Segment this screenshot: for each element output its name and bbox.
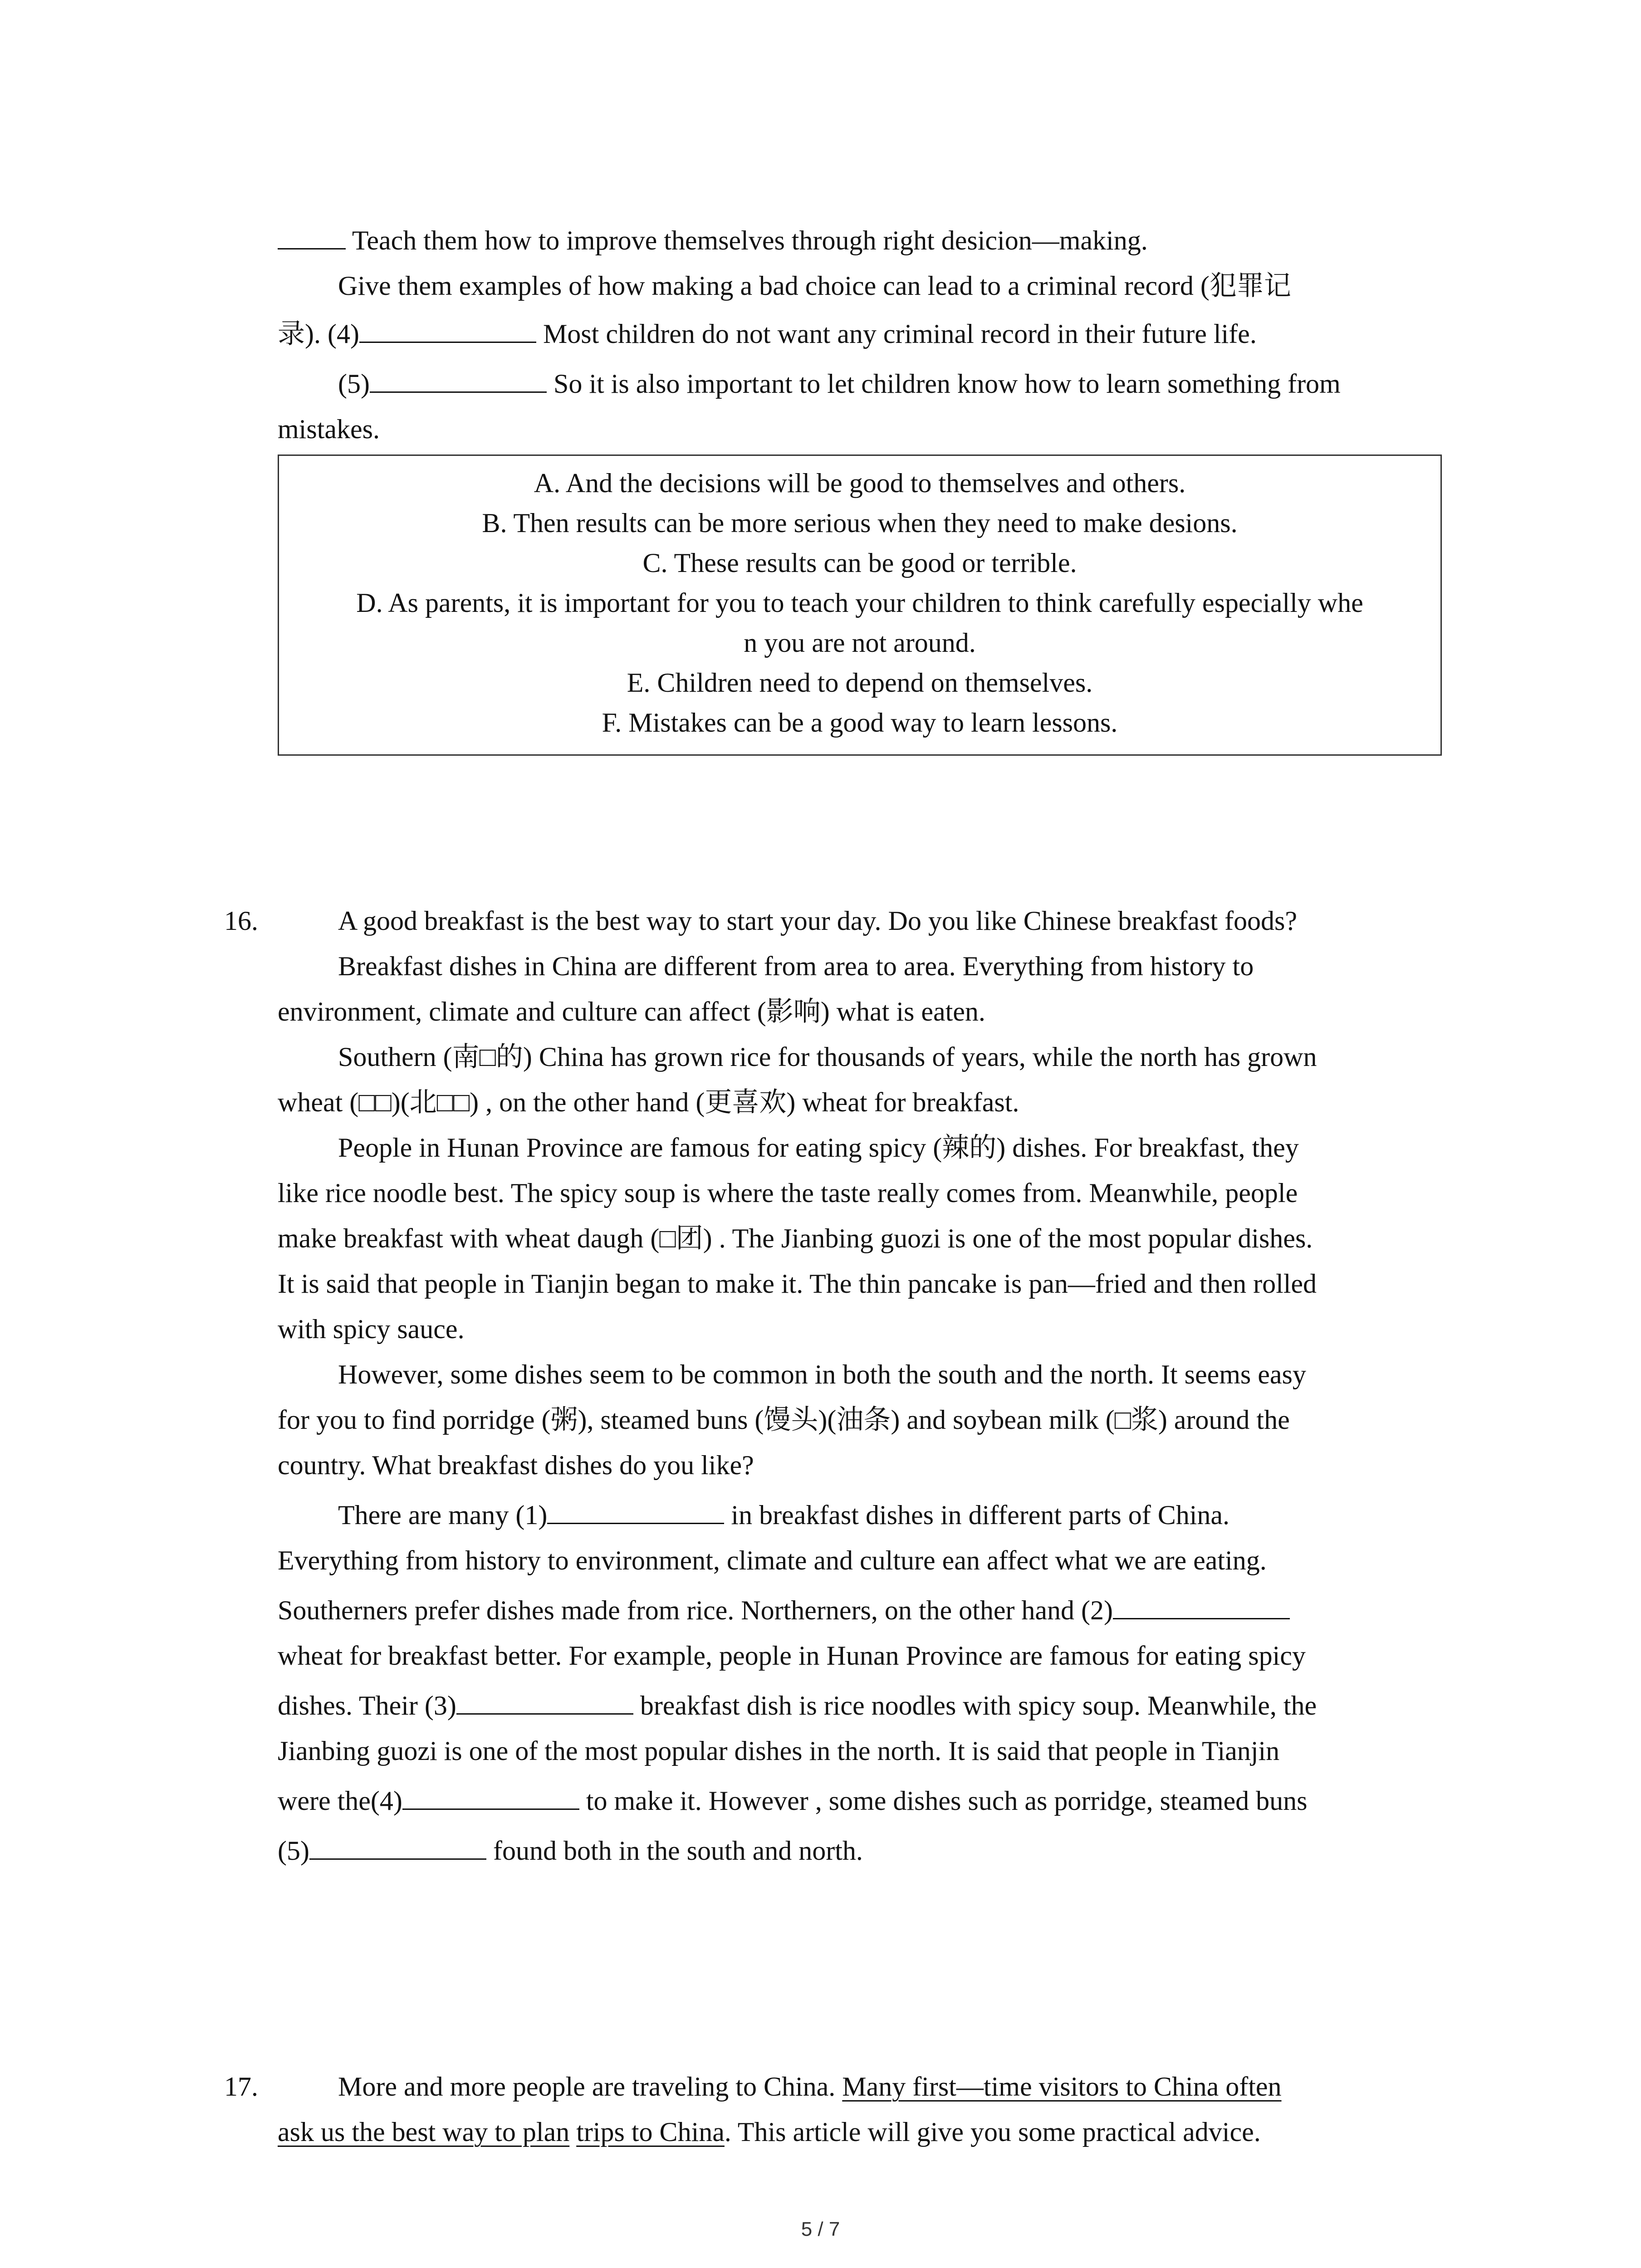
text: breakfast dish is rice noodles with spicy soup. Meanwhile, the	[640, 1691, 1317, 1721]
text: mistakes.	[278, 414, 380, 444]
answer-blank-4b[interactable]	[402, 1783, 579, 1810]
text: . This article will give you some practical advice.	[724, 2117, 1261, 2147]
text: dishes. Their (3)	[278, 1691, 456, 1721]
question-number-17: 17.	[224, 2072, 258, 2102]
text-line: wheat for breakfast better. For example, people in Hunan Province are famous for eating spicy	[278, 1641, 1306, 1671]
text: There are many (1)	[338, 1500, 548, 1530]
option-e: E. Children need to depend on themselves.	[627, 668, 1093, 698]
underlined-text: trips to China	[576, 2117, 725, 2147]
text-line	[278, 411, 380, 447]
underlined-text: Many first—time visitors to China often	[842, 2072, 1282, 2102]
answer-blank-1[interactable]	[547, 1497, 724, 1524]
text-line	[278, 222, 1148, 259]
text-line: Breakfast dishes in China are different from area to area. Everything from history to	[338, 951, 1254, 981]
text: to make it. However , some dishes such as porridge, steamed buns	[586, 1786, 1308, 1816]
text-line: environment, climate and culture can affect (影响) what is eaten.	[278, 997, 985, 1026]
text-line	[338, 1497, 1230, 1533]
text-line	[278, 316, 1257, 352]
text: (5)	[338, 369, 370, 399]
answer-blank[interactable]	[278, 223, 346, 249]
text-line: make breakfast with wheat daugh (□团) . The Jianbing guozi is one of the most popular dishes.	[278, 1223, 1313, 1253]
option-a: A. And the decisions will be good to themselves and others.	[534, 468, 1186, 498]
underlined-text: ask us the best way to plan	[278, 2117, 570, 2147]
option-f: F. Mistakes can be a good way to learn lessons.	[602, 708, 1118, 738]
text-line	[278, 1687, 1317, 1724]
text-line: However, some dishes seem to be common in both the south and the north. It seems easy	[338, 1359, 1306, 1389]
text: So it is also important to let children know how to learn something from	[553, 369, 1341, 399]
answer-blank-3[interactable]	[456, 1688, 633, 1715]
text-line: with spicy sauce.	[278, 1314, 465, 1344]
text: Southerners prefer dishes made from rice. Northerners, on the other hand (2)	[278, 1595, 1113, 1625]
text-line: for you to find porridge (粥), steamed buns (馒头)(油条) and soybean milk (□浆) around the	[278, 1405, 1290, 1435]
answer-blank-2[interactable]	[1113, 1593, 1290, 1619]
text-line	[338, 366, 1341, 402]
option-c: C. These results can be good or terrible.	[642, 548, 1077, 578]
text: Teach them how to improve themselves through right desicion—making.	[352, 225, 1148, 255]
question-number-16: 16.	[224, 906, 258, 936]
answer-blank-4[interactable]	[359, 316, 536, 343]
text-line	[278, 2114, 1261, 2150]
answer-blank-5b[interactable]	[309, 1833, 486, 1860]
text: (5)	[278, 1836, 309, 1866]
text: More and more people are traveling to China.	[338, 2072, 836, 2102]
text: were the(4)	[278, 1786, 402, 1816]
text-line	[338, 2068, 1282, 2105]
text-line	[278, 1592, 1290, 1628]
text-line: like rice noodle best. The spicy soup is where the taste really comes from. Meanwhile, people	[278, 1178, 1298, 1208]
text-line	[278, 1783, 1308, 1819]
text-line: Southern (南□的) China has grown rice for thousands of years, while the north has grown	[338, 1042, 1317, 1072]
text-line	[338, 268, 1291, 304]
text-line: Jianbing guozi is one of the most popular dishes in the north. It is said that people in Tianjin	[278, 1736, 1280, 1766]
text: 录). (4)	[278, 319, 359, 349]
text-line: A good breakfast is the best way to start your day. Do you like Chinese breakfast foods?	[338, 906, 1297, 936]
page-number: 5 / 7	[801, 2218, 840, 2240]
text-line: wheat (□□)(北□□) , on the other hand (更喜欢) wheat for breakfast.	[278, 1087, 1019, 1117]
options-box	[278, 455, 1442, 756]
text-line	[278, 1833, 863, 1869]
text: found both in the south and north.	[493, 1836, 863, 1866]
answer-blank-5[interactable]	[370, 366, 547, 393]
text-line: country. What breakfast dishes do you like?	[278, 1450, 754, 1480]
text: Most children do not want any criminal record in their future life.	[543, 319, 1257, 349]
text: Give them examples of how making a bad choice can lead to a criminal record (犯罪记	[338, 271, 1291, 301]
option-b: B. Then results can be more serious when they need to make desions.	[482, 508, 1238, 538]
text-line: It is said that people in Tianjin began to make it. The thin pancake is pan—fried and then rolled	[278, 1269, 1317, 1299]
option-d-line2: n you are not around.	[744, 628, 976, 658]
text-line: People in Hunan Province are famous for eating spicy (辣的) dishes. For breakfast, they	[338, 1133, 1299, 1163]
text-line: Everything from history to environment, climate and culture ean affect what we are eating.	[278, 1545, 1267, 1575]
option-d-line1: D. As parents, it is important for you to teach your children to think carefully especially whe	[356, 588, 1363, 618]
text: in breakfast dishes in different parts of China.	[731, 1500, 1230, 1530]
